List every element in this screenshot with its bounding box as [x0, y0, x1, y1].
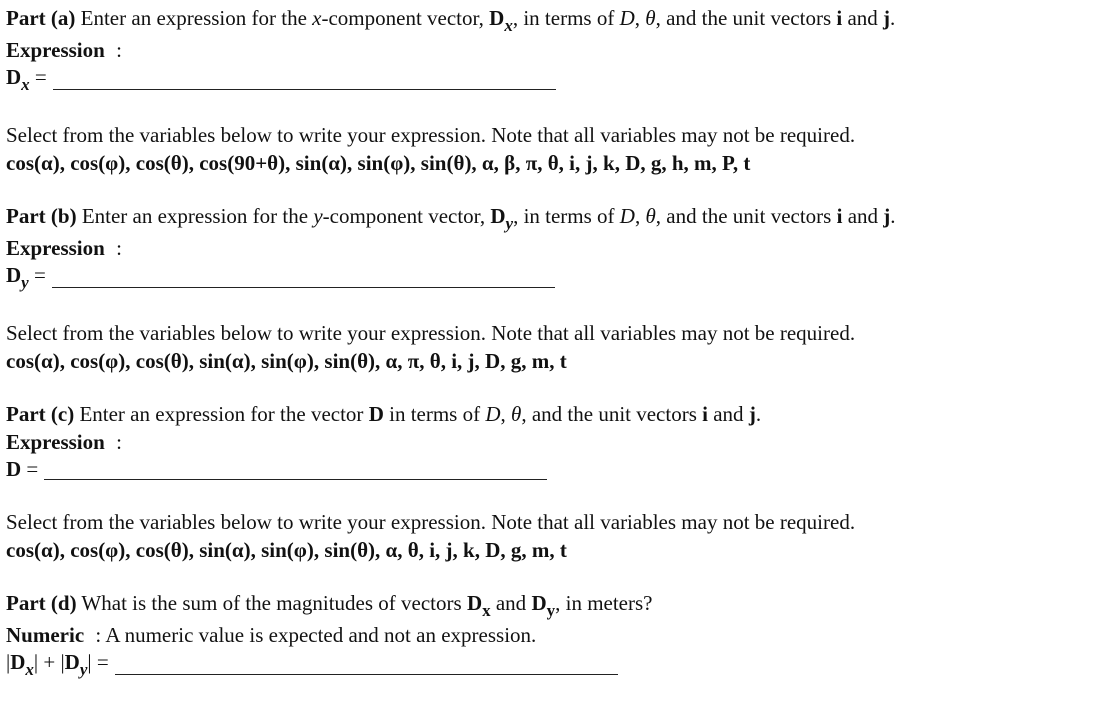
part-a-text: Enter an expression for the: [75, 6, 313, 30]
part-c-answer-row: [6, 456, 547, 482]
part-b-var-theta: θ: [645, 204, 656, 228]
part-a-variables: cos(α), cos(φ), cos(θ), cos(90+θ), sin(α), sin(φ), sin(θ), α, β, π, θ, i, j, k, D, g, h, m, P, t: [6, 151, 751, 175]
part-d-type-label: Numeric: [6, 623, 85, 647]
part-b-select-note: Select from the variables below to write your expression. Note that all variables may not be required.: [6, 321, 856, 345]
part-a-text: -component vector,: [321, 6, 490, 30]
part-c-answer-var: D: [6, 457, 22, 481]
part-d-abs-bar: |: [33, 650, 39, 674]
part-d-text: , in meters?: [555, 591, 653, 615]
part-a-answer-eq: =: [34, 65, 47, 89]
part-a-answer-label: [6, 64, 47, 92]
part-c-unit-i: i: [702, 402, 708, 426]
part-d-vec1-sub: x: [482, 601, 491, 620]
part-b-answer-var: D: [6, 263, 22, 287]
part-b-text: and: [842, 204, 884, 228]
part-b-answer-field[interactable]: [52, 267, 555, 288]
part-b-type: [6, 235, 122, 261]
part-c-var-d: D: [485, 402, 501, 426]
part-c-type-colon: :: [116, 430, 122, 454]
part-a-answer-row: [6, 64, 556, 92]
part-b-type-label: Expression: [6, 236, 105, 260]
part-a-text: , in terms of: [512, 6, 620, 30]
part-d-answer-eq: =: [96, 650, 109, 674]
part-b-text: , and the unit vectors: [655, 204, 837, 228]
part-c-text: , and the unit vectors: [521, 402, 703, 426]
part-a-vec: D: [489, 6, 505, 30]
part-c-vec: D: [368, 402, 384, 426]
part-d-answer-field[interactable]: [115, 654, 618, 675]
part-a-text: and: [842, 6, 884, 30]
part-b-text: ,: [634, 204, 646, 228]
part-b-answer-row: [6, 262, 555, 290]
part-b-answer-eq: =: [33, 263, 46, 287]
part-a-type-label: Expression: [6, 38, 105, 62]
part-d-prompt: [6, 590, 653, 618]
part-c-prompt: [6, 401, 761, 427]
part-c-label: Part (c): [6, 402, 75, 426]
part-b-text: -component vector,: [322, 204, 491, 228]
part-a-text: , and the unit vectors: [655, 6, 837, 30]
part-c-text: in terms of: [383, 402, 486, 426]
part-c-type: [6, 429, 122, 455]
part-b-answer-sub: y: [21, 273, 29, 292]
part-a-unit-j: j: [883, 6, 891, 30]
part-a-var-theta: θ: [645, 6, 656, 30]
part-d-answer-var: D: [64, 650, 80, 674]
part-c-text: Enter an expression for the vector: [74, 402, 369, 426]
part-d-answer-var: D: [10, 650, 26, 674]
part-b-text: .: [890, 204, 896, 228]
part-d-plus: +: [38, 650, 61, 674]
part-c-text: and: [707, 402, 749, 426]
part-c-text: .: [755, 402, 762, 426]
part-c-answer-field[interactable]: [44, 459, 547, 480]
part-c-answer-label: [6, 456, 38, 482]
part-b-var-d: D: [619, 204, 635, 228]
part-d-answer-sub: x: [25, 660, 34, 679]
part-b-type-colon: :: [116, 236, 122, 260]
part-c-var-theta: θ: [511, 402, 522, 426]
part-d-answer-sub: y: [79, 660, 88, 679]
part-b-vec-sub: y: [505, 214, 514, 233]
part-c-unit-j: j: [748, 402, 756, 426]
part-b-prompt: [6, 203, 896, 231]
part-b-unit-i: i: [836, 204, 843, 228]
part-c-type-label: Expression: [6, 430, 105, 454]
part-a-text: ,: [634, 6, 646, 30]
part-a-text: .: [890, 6, 896, 30]
part-d-text: What is the sum of the magnitudes of vectors: [76, 591, 467, 615]
part-d-vec1: D: [466, 591, 483, 615]
part-c-answer-eq: =: [26, 457, 39, 481]
part-b-comp: y: [313, 204, 323, 228]
part-b-vec: D: [490, 204, 506, 228]
part-a-answer-var: D: [6, 65, 22, 89]
part-a-answer-field[interactable]: [53, 69, 556, 90]
part-b-variables: cos(α), cos(φ), cos(θ), sin(α), sin(φ), sin(θ), α, π, θ, i, j, D, g, m, t: [6, 349, 567, 373]
part-d-type: [6, 622, 536, 648]
part-d-answer-row: [6, 649, 618, 677]
part-d-type-note: A numeric value is expected and not an expression.: [101, 623, 537, 647]
part-c-variables: cos(α), cos(φ), cos(θ), sin(α), sin(φ), sin(θ), α, θ, i, j, k, D, g, m, t: [6, 538, 567, 562]
part-c-select-note: Select from the variables below to write your expression. Note that all variables may not be required.: [6, 510, 856, 534]
part-a-select-note: Select from the variables below to write your expression. Note that all variables may not be required.: [6, 123, 856, 147]
part-a-comp: x: [312, 6, 322, 30]
part-b-unit-j: j: [883, 204, 891, 228]
part-a-prompt: [6, 5, 895, 33]
part-a-type-colon: :: [116, 38, 122, 62]
part-d-type-colon: :: [95, 623, 102, 647]
part-c-text: ,: [500, 402, 512, 426]
part-d-abs-bar: |: [6, 650, 11, 674]
part-d-vec2-sub: y: [546, 601, 556, 620]
part-a-var-d: D: [619, 6, 635, 30]
part-b-label: Part (b): [6, 204, 77, 228]
part-d-vec2: D: [531, 591, 547, 615]
part-d-abs-bar: |: [60, 650, 65, 674]
part-b-answer-label: [6, 262, 46, 290]
part-a-unit-i: i: [836, 6, 843, 30]
part-d-text: and: [490, 591, 532, 615]
part-a-vec-sub: x: [504, 16, 513, 35]
part-a-type: [6, 37, 122, 63]
part-a-label: Part (a): [6, 6, 76, 30]
part-d-abs-bar: |: [87, 650, 92, 674]
part-b-text: , in terms of: [513, 204, 620, 228]
part-d-answer-label: [6, 649, 109, 677]
part-b-text: Enter an expression for the: [76, 204, 314, 228]
part-d-label: Part (d): [6, 591, 77, 615]
part-a-answer-sub: x: [21, 75, 30, 94]
